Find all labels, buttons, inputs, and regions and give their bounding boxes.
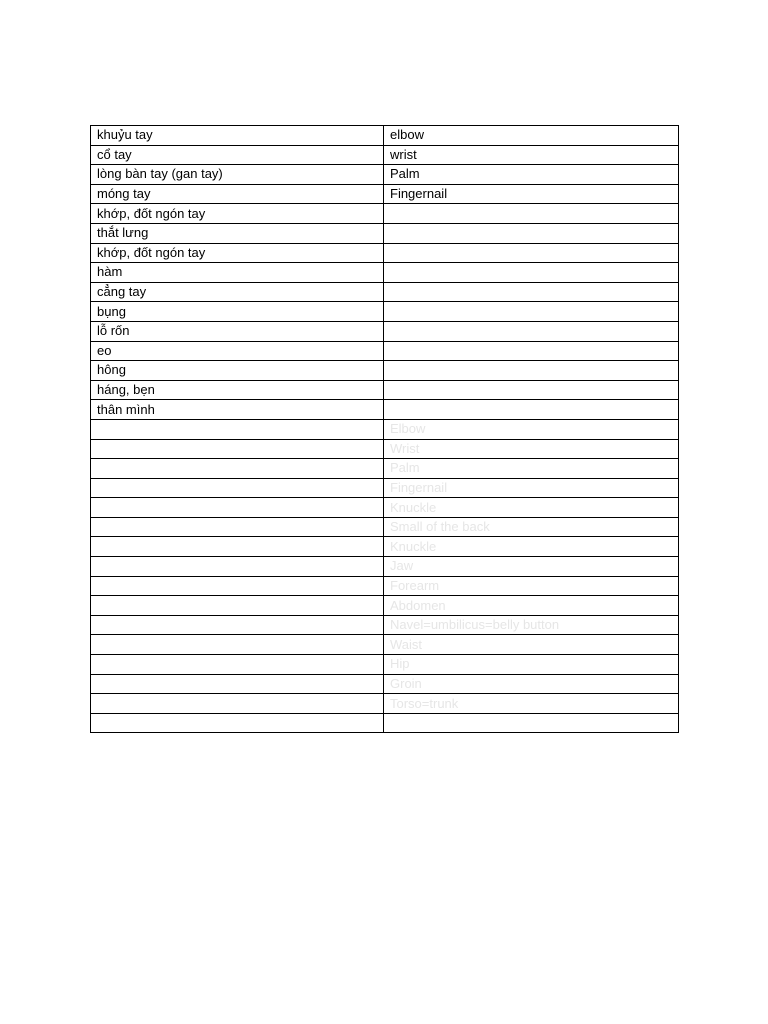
table-row xyxy=(91,243,679,263)
vietnamese-term-cell xyxy=(91,537,384,557)
english-term-cell xyxy=(384,380,679,400)
table-row xyxy=(91,126,679,146)
vietnamese-term-cell xyxy=(91,674,384,694)
table-row xyxy=(91,361,679,381)
english-term-cell: Forearm xyxy=(384,576,679,596)
english-term-cell: Jaw xyxy=(384,557,679,577)
english-term-cell xyxy=(384,361,679,381)
vietnamese-term-cell: lỗ rốn xyxy=(91,321,384,341)
table-row xyxy=(91,498,679,518)
english-term-cell: Palm xyxy=(384,165,679,185)
english-term-cell xyxy=(384,223,679,243)
english-term-cell xyxy=(384,400,679,420)
vocabulary-table xyxy=(90,125,679,733)
english-term-cell: Navel=umbilicus=belly button xyxy=(384,615,679,635)
vietnamese-term-cell xyxy=(91,498,384,518)
english-term-cell: Small of the back xyxy=(384,517,679,537)
vietnamese-term-cell xyxy=(91,439,384,459)
vietnamese-term-cell: cẳng tay xyxy=(91,282,384,302)
table-row xyxy=(91,204,679,224)
vietnamese-term-cell: khớp, đốt ngón tay xyxy=(91,204,384,224)
english-term-cell: Groin xyxy=(384,674,679,694)
english-term-cell: Fingernail xyxy=(384,184,679,204)
table-row xyxy=(91,302,679,322)
table-row xyxy=(91,400,679,420)
vietnamese-term-cell xyxy=(91,576,384,596)
table-row xyxy=(91,557,679,577)
english-term-cell: Fingernail xyxy=(384,478,679,498)
english-term-cell: Wrist xyxy=(384,439,679,459)
vietnamese-term-cell: móng tay xyxy=(91,184,384,204)
vietnamese-term-cell xyxy=(91,419,384,439)
table-row xyxy=(91,459,679,479)
vietnamese-term-cell xyxy=(91,655,384,675)
table-row xyxy=(91,263,679,283)
table-row xyxy=(91,223,679,243)
table-row xyxy=(91,635,679,655)
english-term-cell xyxy=(384,204,679,224)
english-term-cell: Knuckle xyxy=(384,537,679,557)
table-row xyxy=(91,380,679,400)
table-row xyxy=(91,615,679,635)
vietnamese-term-cell: thân mình xyxy=(91,400,384,420)
vietnamese-term-cell xyxy=(91,635,384,655)
table-row xyxy=(91,165,679,185)
vietnamese-term-cell: lòng bàn tay (gan tay) xyxy=(91,165,384,185)
vietnamese-term-cell: hàm xyxy=(91,263,384,283)
english-term-cell: elbow xyxy=(384,126,679,146)
vietnamese-term-cell xyxy=(91,596,384,616)
table-row xyxy=(91,713,679,733)
table-row xyxy=(91,439,679,459)
vietnamese-term-cell xyxy=(91,557,384,577)
english-term-cell xyxy=(384,713,679,733)
english-term-cell xyxy=(384,282,679,302)
table-row xyxy=(91,655,679,675)
vietnamese-term-cell: khuỷu tay xyxy=(91,126,384,146)
table-row xyxy=(91,419,679,439)
vietnamese-term-cell xyxy=(91,713,384,733)
vietnamese-term-cell xyxy=(91,615,384,635)
english-term-cell xyxy=(384,341,679,361)
vietnamese-term-cell: khớp, đốt ngón tay xyxy=(91,243,384,263)
table-row xyxy=(91,517,679,537)
english-term-cell: Elbow xyxy=(384,419,679,439)
english-term-cell xyxy=(384,321,679,341)
table-row xyxy=(91,674,679,694)
english-term-cell: Waist xyxy=(384,635,679,655)
english-term-cell xyxy=(384,263,679,283)
table-row xyxy=(91,321,679,341)
vietnamese-term-cell: cổ tay xyxy=(91,145,384,165)
english-term-cell: Palm xyxy=(384,459,679,479)
vietnamese-term-cell: háng, bẹn xyxy=(91,380,384,400)
english-term-cell: Hip xyxy=(384,655,679,675)
table-row xyxy=(91,282,679,302)
vietnamese-term-cell xyxy=(91,478,384,498)
english-term-cell: Torso=trunk xyxy=(384,694,679,714)
english-term-cell: wrist xyxy=(384,145,679,165)
table-row xyxy=(91,694,679,714)
vietnamese-term-cell: thắt lưng xyxy=(91,223,384,243)
english-term-cell: Abdomen xyxy=(384,596,679,616)
vietnamese-term-cell xyxy=(91,694,384,714)
table-row xyxy=(91,576,679,596)
table-row xyxy=(91,341,679,361)
table-row xyxy=(91,145,679,165)
english-term-cell: Knuckle xyxy=(384,498,679,518)
vietnamese-term-cell: bụng xyxy=(91,302,384,322)
table-row xyxy=(91,537,679,557)
table-row xyxy=(91,596,679,616)
table-row xyxy=(91,478,679,498)
english-term-cell xyxy=(384,243,679,263)
vocabulary-table-body xyxy=(91,126,679,733)
vietnamese-term-cell: eo xyxy=(91,341,384,361)
table-row xyxy=(91,184,679,204)
english-term-cell xyxy=(384,302,679,322)
vietnamese-term-cell: hông xyxy=(91,361,384,381)
vietnamese-term-cell xyxy=(91,459,384,479)
vietnamese-term-cell xyxy=(91,517,384,537)
